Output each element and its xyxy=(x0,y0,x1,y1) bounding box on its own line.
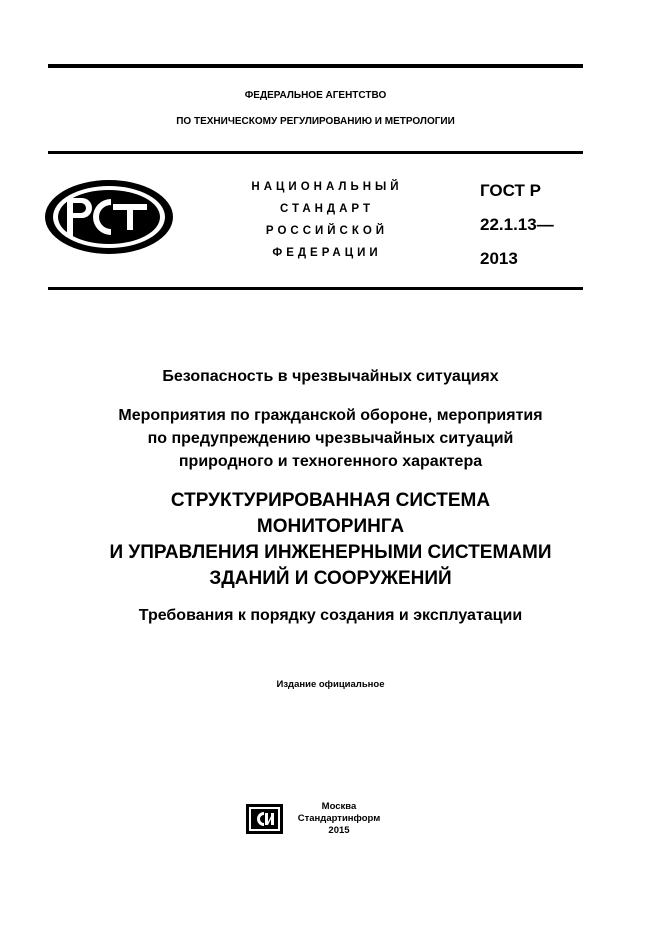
main-title-line1: СТРУКТУРИРОВАННАЯ СИСТЕМА xyxy=(170,490,491,511)
subtopic-line2: по предупреждению чрезвычайных ситуаций xyxy=(147,430,514,447)
standartinform-logo-icon xyxy=(246,804,283,834)
top-rule xyxy=(48,64,583,68)
edition-note: Издание официальное xyxy=(276,679,385,690)
national-standard-block xyxy=(232,176,422,264)
section-rule xyxy=(48,287,583,290)
standard-code-block xyxy=(480,174,554,276)
standard-code-line1: ГОСТ Р xyxy=(480,181,541,200)
subtopic-line3: природного и техногенного характера xyxy=(178,453,483,470)
subtopic-line1: Мероприятия по гражданской обороне, мероприятия xyxy=(118,407,543,424)
publisher-name: Стандартинформ xyxy=(297,813,381,824)
main-title-line3: И УПРАВЛЕНИЯ ИНЖЕНЕРНЫМИ СИСТЕМАМИ xyxy=(109,542,552,563)
publisher-city: Москва xyxy=(321,801,357,812)
standard-year: 2013 xyxy=(480,249,518,268)
rst-gost-emblem-icon xyxy=(43,178,175,256)
national-line3: РОССИЙСКОЙ xyxy=(265,225,389,237)
national-line4: ФЕДЕРАЦИИ xyxy=(272,247,382,259)
publisher-block xyxy=(293,801,385,837)
main-title-line2: МОНИТОРИНГА xyxy=(256,516,405,537)
document-subtitle: Требования к порядку создания и эксплуатации xyxy=(138,607,523,624)
publisher-year: 2015 xyxy=(328,825,350,836)
national-line1: НАЦИОНАЛЬНЫЙ xyxy=(251,181,403,193)
header-rule xyxy=(48,151,583,154)
agency-name-line2: ПО ТЕХНИЧЕСКОМУ РЕГУЛИРОВАНИЮ И МЕТРОЛОГИИ xyxy=(176,116,455,127)
document-subtopic xyxy=(20,404,641,473)
main-title-line4: ЗДАНИЙ И СООРУЖЕНИЙ xyxy=(209,568,452,589)
national-line2: СТАНДАРТ xyxy=(280,203,374,215)
standard-code-line2: 22.1.13— xyxy=(480,215,554,234)
document-main-title xyxy=(20,488,641,592)
agency-name-line1: ФЕДЕРАЛЬНОЕ АГЕНТСТВО xyxy=(244,90,387,101)
document-topic: Безопасность в чрезвычайных ситуациях xyxy=(162,368,499,385)
